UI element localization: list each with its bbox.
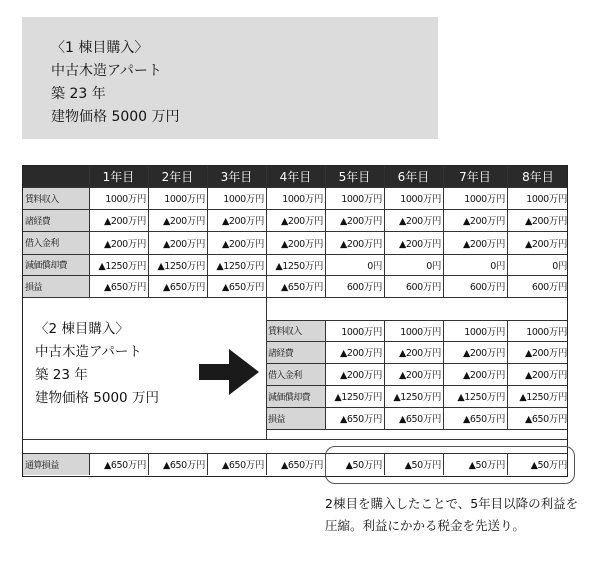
table-cell: ▲200万円 xyxy=(339,238,382,250)
header-corner xyxy=(23,166,89,187)
header-year: 6年目 xyxy=(384,166,443,187)
sub-table-cell: ▲200万円 xyxy=(462,348,505,359)
sub-row-label: 損益 xyxy=(266,407,325,429)
grid-vline xyxy=(443,320,444,429)
table-cell: 1000万円 xyxy=(400,194,441,205)
sub-table-cell: ▲200万円 xyxy=(398,370,441,381)
header-year: 2年目 xyxy=(148,166,207,187)
arrow-right-icon xyxy=(199,349,259,395)
sub-table-cell: ▲650万円 xyxy=(524,414,567,425)
grid-hline xyxy=(23,297,568,298)
grid-hline xyxy=(23,209,568,210)
table-cell: ▲200万円 xyxy=(221,216,264,227)
first-purchase-heading: 〈1 棟目購入〉 xyxy=(51,40,149,56)
grid-vline xyxy=(443,166,444,297)
sub-table-cell: 1000万円 xyxy=(341,326,382,338)
second-purchase-price: 建物価格 5000 万円 xyxy=(35,390,159,406)
table-cell: ▲650万円 xyxy=(162,282,205,293)
table-cell: 1000万円 xyxy=(526,194,567,205)
grid-vline xyxy=(89,166,90,297)
table-cell: ▲200万円 xyxy=(398,216,441,227)
first-purchase-type: 中古木造アパート xyxy=(51,63,162,79)
header-year: 5年目 xyxy=(325,166,384,187)
total-cell: ▲650万円 xyxy=(280,460,323,471)
table-cell: ▲200万円 xyxy=(280,216,323,227)
table-cell: ▲200万円 xyxy=(103,238,146,250)
total-cell: ▲50万円 xyxy=(530,460,567,471)
table-cell: 1000万円 xyxy=(105,194,146,205)
table-cell: ▲650万円 xyxy=(221,282,264,293)
total-cell: ▲50万円 xyxy=(468,460,505,471)
grid-hline xyxy=(23,254,568,255)
header-year: 8年目 xyxy=(507,166,568,187)
sub-table-cell: ▲200万円 xyxy=(398,348,441,359)
table-cell: ▲200万円 xyxy=(398,238,441,250)
table-cell: ▲200万円 xyxy=(462,238,505,250)
second-purchase-age: 築 23 年 xyxy=(35,367,88,383)
sub-table-cell: ▲1250万円 xyxy=(457,392,505,403)
grid-hline xyxy=(23,187,568,188)
sub-table-cell: ▲1250万円 xyxy=(519,392,567,403)
sub-table-cell: ▲200万円 xyxy=(524,370,567,381)
table-cell: 1000万円 xyxy=(282,194,323,205)
total-cell: ▲50万円 xyxy=(345,460,382,471)
grid-hline xyxy=(266,363,568,364)
sub-table-cell: ▲1250万円 xyxy=(393,392,441,403)
row-label: 借入金利 xyxy=(23,231,89,254)
table-cell: 0円 xyxy=(552,260,567,272)
table-cell: ▲200万円 xyxy=(162,216,205,227)
table-cell: ▲200万円 xyxy=(524,238,567,250)
grid-hline xyxy=(266,429,568,430)
table-cell: ▲200万円 xyxy=(462,216,505,227)
sub-row-label: 減価償却費 xyxy=(266,385,325,407)
grid-hline xyxy=(23,439,568,440)
grid-hline xyxy=(266,320,568,321)
grid-hline xyxy=(23,231,568,232)
table-cell: ▲1250万円 xyxy=(157,260,205,272)
sub-table-cell: 1000万円 xyxy=(400,326,441,338)
total-row-label: 通算損益 xyxy=(23,453,89,475)
grid-vline xyxy=(325,166,326,297)
grid-vline xyxy=(148,453,149,475)
grid-vline xyxy=(148,166,149,297)
table-cell: ▲1250万円 xyxy=(216,260,264,272)
grid-vline xyxy=(507,320,508,429)
table-cell: 600万円 xyxy=(346,282,382,293)
grid-hline xyxy=(266,407,568,408)
sub-table-cell: ▲1250万円 xyxy=(334,392,382,403)
table-cell: ▲650万円 xyxy=(103,282,146,293)
grid-vline xyxy=(325,320,326,429)
sub-table-cell: ▲200万円 xyxy=(462,370,505,381)
row-label: 諸経費 xyxy=(23,209,89,231)
header-year: 7年目 xyxy=(443,166,507,187)
grid-vline xyxy=(266,166,267,297)
table-cell: 0円 xyxy=(367,260,382,272)
table-cell: 600万円 xyxy=(531,282,567,293)
row-label: 減価償却費 xyxy=(23,254,89,275)
grid-vline xyxy=(384,320,385,429)
table-cell: 0円 xyxy=(490,260,505,272)
table-cell: ▲200万円 xyxy=(524,216,567,227)
first-purchase-box xyxy=(22,17,438,139)
sub-table-cell: 1000万円 xyxy=(464,326,505,338)
first-purchase-age: 築 23 年 xyxy=(51,86,106,102)
sub-table-cell: ▲200万円 xyxy=(339,370,382,381)
sub-table-cell: ▲650万円 xyxy=(398,414,441,425)
row-label: 賃料収入 xyxy=(23,187,89,209)
second-purchase-heading: 〈2 棟目購入〉 xyxy=(35,321,129,337)
sub-table-cell: ▲650万円 xyxy=(339,414,382,425)
grid-hline xyxy=(266,341,568,342)
table-cell: 0円 xyxy=(426,260,441,272)
grid-vline xyxy=(266,453,267,475)
caption-text: 2棟目を購入したことで、5年目以降の利益を圧縮。利益にかかる税金を先送り。 xyxy=(325,496,579,533)
table-cell: ▲200万円 xyxy=(339,216,382,227)
second-purchase-type: 中古木造アパート xyxy=(35,344,142,360)
table-cell: ▲1250万円 xyxy=(275,260,323,272)
total-cell: ▲650万円 xyxy=(221,460,264,471)
profit-loss-table xyxy=(22,165,568,477)
total-profit-highlight xyxy=(325,446,575,484)
total-cell: ▲50万円 xyxy=(404,460,441,471)
sub-row-label: 賃料収入 xyxy=(266,320,325,341)
first-purchase-price: 建物価格 5000 万円 xyxy=(51,109,180,125)
grid-vline xyxy=(207,453,208,475)
table-cell: 1000万円 xyxy=(341,194,382,205)
table-cell: ▲200万円 xyxy=(280,238,323,250)
grid-hline xyxy=(266,385,568,386)
grid-vline xyxy=(507,166,508,297)
sub-row-label: 借入金利 xyxy=(266,363,325,385)
grid-vline xyxy=(266,297,267,439)
header-year: 3年目 xyxy=(207,166,266,187)
grid-vline xyxy=(207,166,208,297)
sub-table-cell: 1000万円 xyxy=(526,326,567,338)
table-cell: ▲200万円 xyxy=(162,238,205,250)
sub-row-label: 諸経費 xyxy=(266,341,325,363)
table-cell: ▲650万円 xyxy=(280,282,323,293)
table-cell: 600万円 xyxy=(469,282,505,293)
header-year: 4年目 xyxy=(266,166,325,187)
table-cell: ▲200万円 xyxy=(221,238,264,250)
table-cell: 1000万円 xyxy=(223,194,264,205)
sub-table-cell: ▲200万円 xyxy=(524,348,567,359)
table-cell: 600万円 xyxy=(405,282,441,293)
table-cell: ▲1250万円 xyxy=(98,260,146,272)
header-year: 1年目 xyxy=(89,166,148,187)
sub-table-cell: ▲650万円 xyxy=(462,414,505,425)
table-cell: ▲200万円 xyxy=(103,216,146,227)
sub-table-cell: ▲200万円 xyxy=(339,348,382,359)
table-cell: 1000万円 xyxy=(164,194,205,205)
row-label: 損益 xyxy=(23,275,89,297)
grid-hline xyxy=(23,275,568,276)
grid-vline xyxy=(89,453,90,475)
table-cell: 1000万円 xyxy=(464,194,505,205)
total-cell: ▲650万円 xyxy=(103,460,146,471)
total-cell: ▲650万円 xyxy=(162,460,205,471)
grid-vline xyxy=(384,166,385,297)
